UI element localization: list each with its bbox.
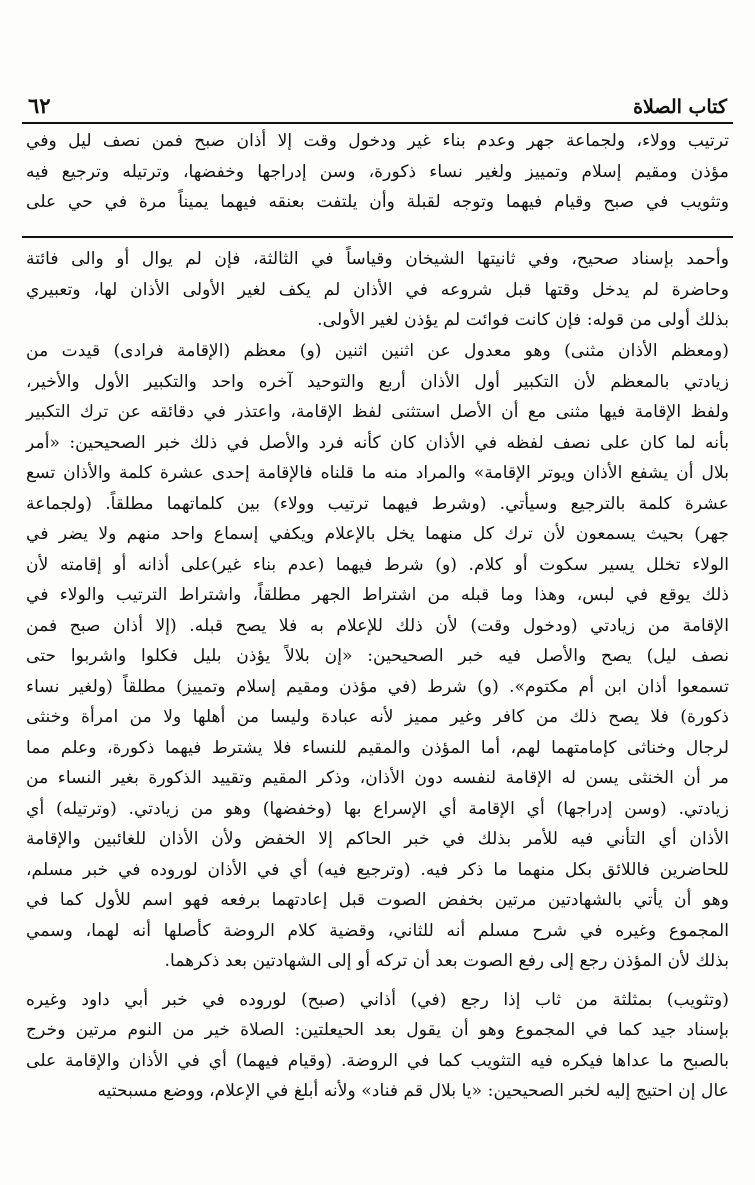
commentary-line: زيادتي بالمعظم لأن التكبير أول الأذان أربع والتوحيد آخره واحد والتكبير الأول والأخير، xyxy=(26,371,729,392)
commentary-line: بذلك أولى من قوله: فإن كانت فوائت لم يؤذن لغير الأولى. xyxy=(317,310,729,330)
commentary-line: تسمعوا أذان ابن أم مكتوم». (و) شرط (في مؤذن ومقيم إسلام وتمييز) مطلقاً (ولغير نساء xyxy=(26,676,729,697)
commentary-paragraph-2 xyxy=(26,985,729,1107)
chapter-title: كتاب الصلاة xyxy=(633,96,727,118)
commentary-line: المجموع وغيره في شرح مسلم أنه للثاني، وقضية كلام الروضة كأصلها أنه لهما، وسمي xyxy=(26,920,729,941)
commentary-line: عال إن احتيج إليه لخبر الصحيحين: «يا بلال قم فناد» ولأنه أبلغ في الإعلام، ووضع مسبحتيه xyxy=(97,1081,729,1101)
matn-text xyxy=(22,126,733,218)
commentary-line: بلال أن يشفع الأذان ويوتر الإقامة» والمراد منه ما قلناه فالإقامة إحدى عشرة كلمة والأذان تسع xyxy=(26,463,729,483)
commentary-line: بأنه لما كان على نصف لفظه في الأذان كان كأنه فرد والأصل في ذلك خبر الصحيحين: «أمر xyxy=(26,432,729,453)
commentary-line: الإقامة من زيادتي (ودخول وقت) لأن ذلك للإعلام به فلا يصح قبله. (إلا أذان صبح فمن xyxy=(26,615,729,636)
commentary-line: ذلك يوقع في لبس، وهذا وما قبله من اشتراط الجهر مطلقاً، واشتراط الترتيب والولاء في xyxy=(26,585,729,605)
commentary-line: (وتثويب) بمثلثة من ثاب إذا رجع (في) أذاني (صبح) لوروده في خبر أبي داود وغيره xyxy=(26,989,729,1010)
commentary-line: زيادتي. (وسن إدراجها) أي الإقامة أي الإسراع بها (وخفضها) وهو من زيادتي. (وترتيله) أي xyxy=(26,798,729,819)
commentary-line: ذكورة) فلا يصح ذلك من كافر وغير مميز لأنه عبادة وليسا من أهلها ولا من امرأة وخنثى xyxy=(26,707,729,727)
commentary-line: للحاضرين فاللائق بكل منهما ما ذكر فيه. (وترجيع فيه) أي في الأذان لوروده في خبر مسلم، xyxy=(26,859,729,880)
commentary-line: ولفظ الإقامة فيها مثنى مع أن الأصل استثنى لفظ الإقامة، واعتذر في دقائقه عن ترك التكبير xyxy=(26,402,729,422)
commentary-line: وحاضرة لم يدخل وقتها قبل شروعه في الأذان لم يكف لغير الأولى الأذان لها، وتعبيري xyxy=(26,279,729,300)
book-page xyxy=(22,0,733,1185)
commentary-continuation xyxy=(22,244,733,336)
commentary-line: بالصبح ما عداها فيكره فيه التثويب كما في الروضة. (وقيام فيهما) أي في الأذان والإقامة على xyxy=(26,1050,729,1071)
commentary-line: مر أن الخنثى يسن له الإقامة لنفسه دون الأذان، وذكر المقيم وتقييد الذكورة بغير النساء من xyxy=(26,768,729,788)
matn-line: ترتيب وولاء، ولجماعة جهر وعدم بناء غير ودخول وقت إلا أذان صبح فمن نصف ليل وفي xyxy=(26,131,729,151)
commentary-line: بإسناد جيد كما في المجموع وهو أن يقول بعد الحيعلتين: الصلاة خير من النوم مرتين وخرج xyxy=(26,1020,729,1040)
commentary-line: (ومعظم الأذان مثنى) وهو معدول عن اثنين اثنين (و) معظم (الإقامة فرادى) قيدت من xyxy=(26,341,729,361)
matn-line: مؤذن ومقيم إسلام وتمييز ولغير نساء ذكورة، وسن إدراجها وخفضها، وترتيله وترجيع فيه xyxy=(26,161,729,182)
page-header xyxy=(22,84,733,124)
commentary-line: نصف ليل) يصح والأصل فيه خبر الصحيحين: «إن بلالاً يؤذن بليل فكلوا واشربوا حتى xyxy=(26,646,729,666)
section-divider xyxy=(22,236,733,238)
commentary-text xyxy=(22,336,733,1107)
commentary-line: بذلك لأن المؤذن رجع إلى رفع الصوت بعد أن تركه أو إلى الشهادتين بعد ذكرهما. xyxy=(164,951,729,971)
commentary-line: لرجال وخناثى كإمامتهما لهم، أما المؤذن والمقيم للنساء فلا يشترط فيهما ذكورة، وعلم مما xyxy=(26,737,729,758)
commentary-line: الأذان أي التأني فيه للأمر بذلك في خبر الحاكم إلا الخفض ولأن الأذان للغائبين والإقامة xyxy=(26,829,729,849)
matn-line: وتثويب في صبح وقيام فيهما وتوجه لقبلة وأن يلتفت بعنقه فيهما يميناً مرة في حي على xyxy=(26,192,729,212)
commentary-line: وأحمد بإسناد صحيح، وفي ثانيتها الشيخان وقياساً في الثالثة، فإن لم يوال أو والى فائتة xyxy=(26,249,729,269)
commentary-line: وهو أن يأتي بالشهادتين مرتين بخفض الصوت قبل إعادتهما برفعه فهو اسم للأول كما في xyxy=(26,890,729,910)
commentary-paragraph-1 xyxy=(26,336,729,977)
commentary-line: الولاء تخلل يسير سكوت أو كلام. (و) شرط فيهما (عدم بناء غير)على أذانه أو إقامته لأن xyxy=(26,554,729,575)
commentary-line: عشرة كلمة بالترجيع وسيأتي. (وشرط فيهما ترتيب وولاء) بين كلماتهما مطلقاً. (ولجماعة xyxy=(26,493,729,514)
page-number: ٦٢ xyxy=(28,93,51,118)
commentary-line: جهر) بحيث يسمعون لأن ترك كل منهما يخل بالإعلام ويكفي إسماع واحد منهم ولا يضر في xyxy=(26,524,729,544)
